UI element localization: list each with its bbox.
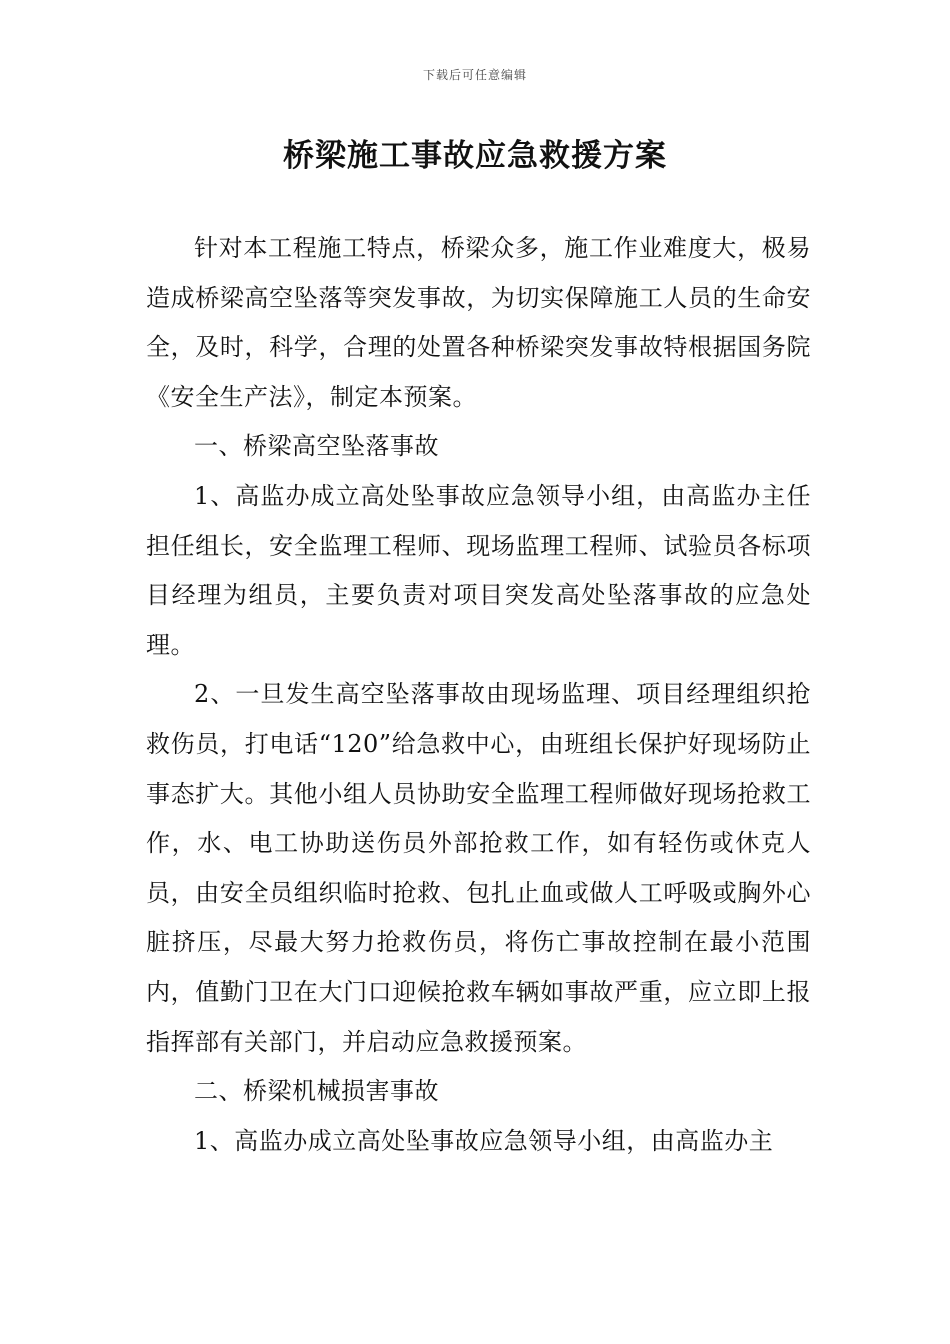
- paragraph-intro: 针对本工程施工特点，桥梁众多，施工作业难度大，极易造成桥梁高空坠落等突发事故，为切实保障施工人员的生命安全，及时，科学，合理的处置各种桥梁突发事故特根据国务院《安全生产法》，制定本预案。: [146, 234, 811, 411]
- paragraph-1-2: 2、一旦发生高空坠落事故由现场监理、项目经理组织抢救伤员，打电话“120”给急救中心，由班组长保护好现场防止事态扩大。其他小组人员协助安全监理工程师做好现场抢救工作，水、电工协助送伤员外部抢救工作，如有轻伤或休克人员，由安全员组织临时抢救、包扎止血或做人工呼吸或胸外心脏挤压，尽最大努力抢救伤员，将伤亡事故控制在最小范围内，值勤门卫在大门口迎候抢救车辆如事故严重，应立即上报指挥部有关部门，并启动应急救援预案。: [146, 680, 811, 1056]
- document-body: [146, 224, 811, 1166]
- section-heading-1: 一、桥梁高空坠落事故: [194, 432, 439, 461]
- paragraph-1-1: 1、高监办成立高处坠事故应急领导小组，由高监办主任担任组长，安全监理工程师、现场监理工程师、试验员各标项目经理为组员，主要负责对项目突发高处坠落事故的应急处理。: [146, 481, 811, 659]
- header-note: 下载后可任意编辑: [422, 68, 527, 82]
- section-heading-2: 二、桥梁机械损害事故: [194, 1077, 439, 1106]
- page-title: 桥梁施工事故应急救援方案: [283, 138, 667, 174]
- paragraph-2-1: 1、高监办成立高处坠事故应急领导小组，由高监办主: [194, 1126, 774, 1155]
